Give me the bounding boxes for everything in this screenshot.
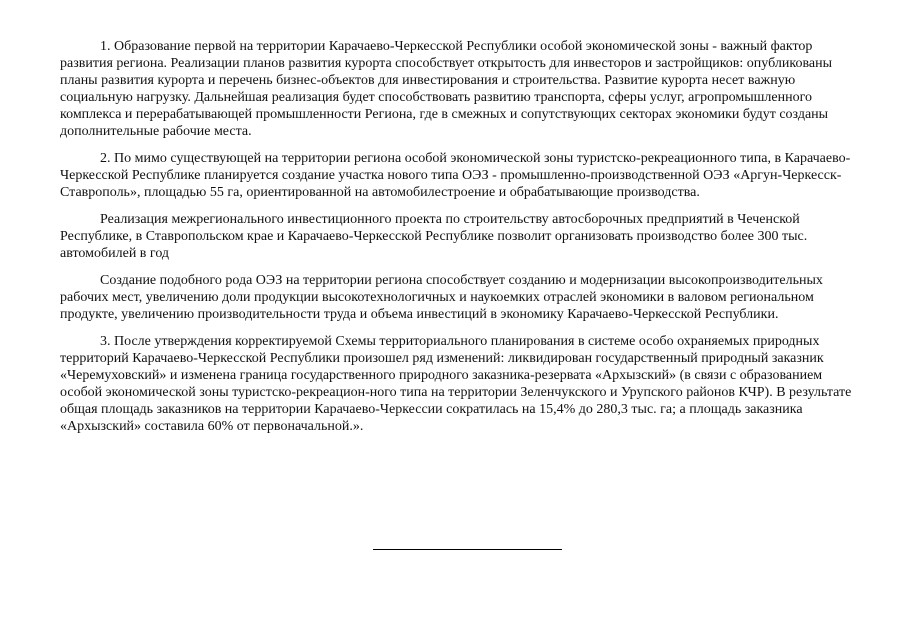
paragraph-2: 2. По мимо существующей на территории региона особой экономической зоны туристско-рекреационного типа, в Карачаево-Черкесской Республике планируется создание участка нового типа ОЭЗ - промышленно-производственной ОЭЗ «Аргун-Черкесск-Ставрополь», площадью 55 га, ориентированной на автомобилестроение и обрабатывающие производства. — [60, 151, 851, 200]
document-body — [60, 38, 860, 445]
footnote-separator-line — [373, 549, 562, 550]
paragraph-1: 1. Образование первой на территории Карачаево-Черкесской Республики особой экономической зоны - важный фактор развития региона. Реализации планов развития курорта способствует открытость для инвесторов и застройщиков: опубликованы планы развития курорта и перечень бизнес-объектов для инвестирования и строительства. Развитие курорта несет важную социальную нагрузку. Дальнейшая реализация будет способствовать развитию транспорта, сферы услуг, агропромышленного комплекса и перерабатывающей промышленности Региона, где в смежных и сопутствующих секторах экономики будут созданы дополнительные рабочие места. — [60, 39, 832, 139]
paragraph-5: 3. После утверждения корректируемой Схемы территориального планирования в системе особо охраняемых природных территорий Карачаево-Черкесской Республики произошел ряд изменений: ликвидирован государственный природный заказник «Черемуховский» и изменена граница государственного природного заказника-резервата «Архызский» (в связи с образованием особой экономической зоны туристско-рекреацион-ного типа на территории Зеленчукского и Урупского районов КЧР). В результате общая площадь заказников на территории Карачаево-Черкессии сократилась на 15,4% до 280,3 тыс. га; а площадь заказника «Архызский» составила 60% от первоначальной.». — [60, 334, 852, 434]
paragraph-3: Реализация межрегионального инвестиционного проекта по строительству автосборочных предприятий в Чеченской Республике, в Ставропольском крае и Карачаево-Черкесской Республике позволит организовать производство более 300 тыс. автомобилей в год — [60, 212, 808, 261]
paragraph-4: Создание подобного рода ОЭЗ на территории региона способствует созданию и модернизации высокопроизводительных рабочих мест, увеличению доли продукции высокотехнологичных и наукоемких отраслей экономики в валовом региональном продукте, увеличению производительности труда и объема инвестиций в экономику Карачаево-Черкесской Республики. — [60, 273, 823, 322]
